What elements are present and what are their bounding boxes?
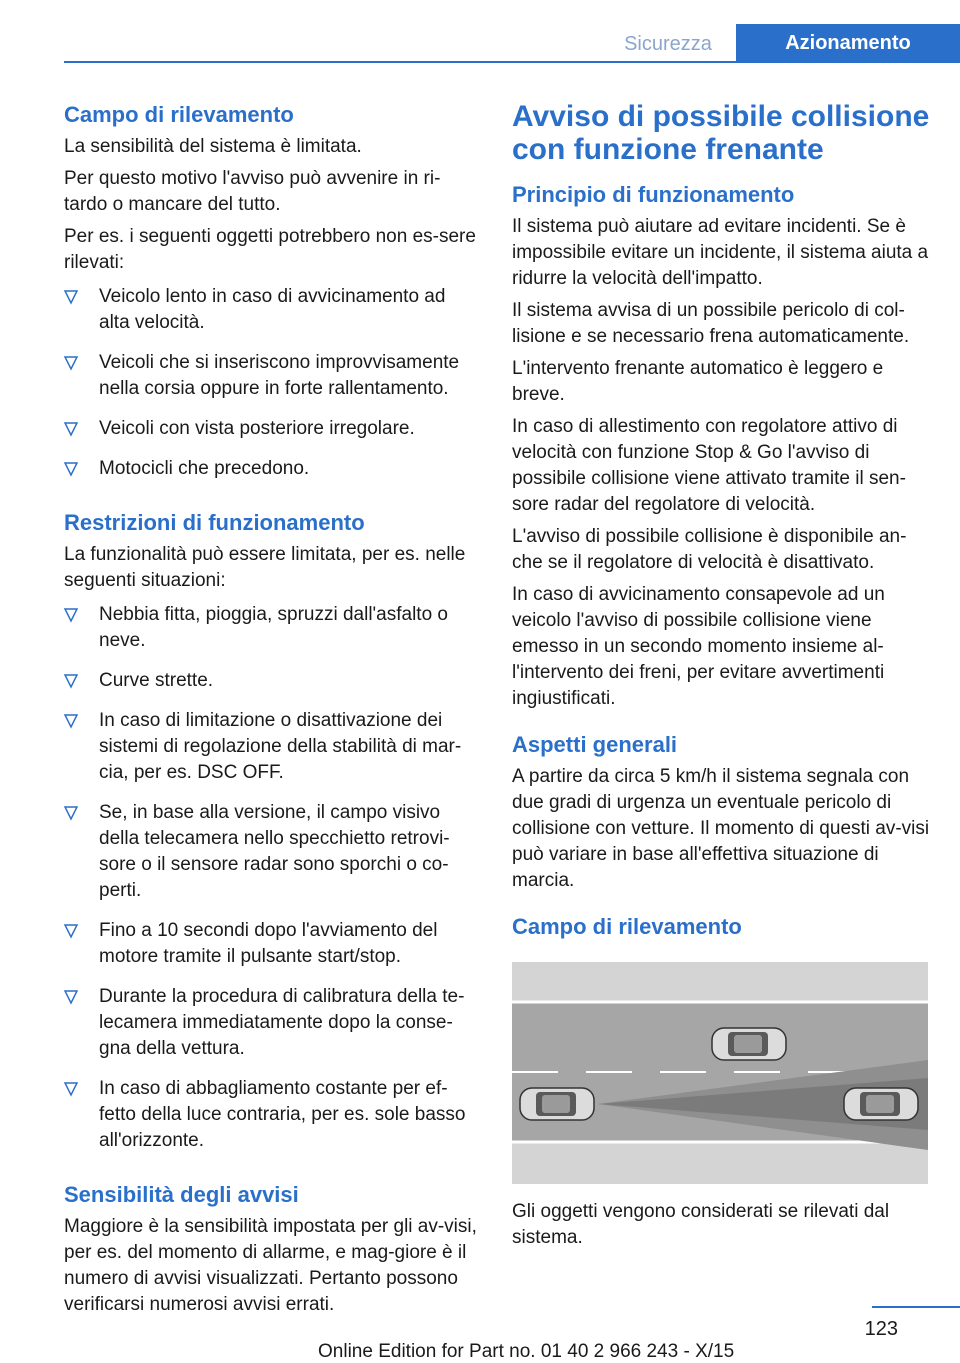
paragraph: La funzionalità può essere limitata, per es. nelle seguenti situazioni:: [64, 544, 466, 591]
heading-sensibilita: Sensibilità degli avvisi: [64, 1182, 299, 1207]
paragraph: Il sistema avvisa di un possibile pericolo di col‐lisione e se necessario frena automaticamente.: [512, 300, 910, 347]
list-item: Veicoli con vista posteriore irregolare.: [64, 416, 480, 442]
list-item: Fino a 10 secondi dopo l'avviamento del motore tramite il pulsante start/stop.: [64, 918, 480, 970]
footer-rule: [872, 1306, 960, 1308]
list-item: In caso di limitazione o disattivazione dei sistemi di regolazione della stabilità di mar‐cia, per es. DSC OFF.: [64, 708, 480, 786]
triangle-bullet-icon: [64, 672, 78, 690]
heading-restrizioni: Restrizioni di funzionamento: [64, 510, 365, 535]
paragraph: Per questo motivo l'avviso può avvenire in ri‐tardo o mancare del tutto.: [64, 168, 441, 215]
paragraph: A partire da circa 5 km/h il sistema segnala con due gradi di urgenza un eventuale pericolo di collisione con vetture. Il momento di questi av‐visi può variare in base all'effettiva situazione di marcia.: [512, 766, 930, 891]
car-ahead-icon: [712, 1028, 786, 1060]
triangle-bullet-icon: [64, 988, 78, 1006]
bullet-list: [64, 602, 480, 1154]
paragraph: Per es. i seguenti oggetti potrebbero non es‐sere rilevati:: [64, 226, 476, 273]
chapter-title: Avviso di possibile collisione con funzione frenante: [512, 100, 930, 166]
own-car-icon: [520, 1088, 594, 1120]
triangle-bullet-icon: [64, 354, 78, 372]
figure-caption: Gli oggetti vengono considerati se rilevati dal sistema.: [512, 1201, 890, 1248]
list-item: In caso di abbagliamento costante per ef‐fetto della luce contraria, per es. sole basso all'orizzonte.: [64, 1076, 480, 1154]
list-item: Veicolo lento in caso di avvicinamento ad alta velocità.: [64, 284, 480, 336]
triangle-bullet-icon: [64, 288, 78, 306]
paragraph: Maggiore è la sensibilità impostata per gli av‐visi, per es. del momento di allarme, e mag‐giore è il numero di avvisi visualizzati. Pertanto possono verificarsi numerosi avvisi errati.: [64, 1216, 477, 1315]
heading-campo-rilevamento: Campo di rilevamento: [64, 102, 294, 127]
heading-principio: Principio di funzionamento: [512, 182, 795, 207]
triangle-bullet-icon: [64, 922, 78, 940]
bullet-list: [64, 284, 480, 482]
detection-range-figure: [512, 962, 928, 1184]
paragraph: La sensibilità del sistema è limitata.: [64, 136, 362, 157]
car-detected-icon: [844, 1088, 918, 1120]
edition-note: Online Edition for Part no. 01 40 2 966 243 - X/15: [318, 1341, 735, 1362]
list-item: Veicoli che si inseriscono improvvisamente nella corsia oppure in forte rallentamento.: [64, 350, 480, 402]
header-section: Sicurezza: [624, 33, 712, 55]
page-number: 123: [864, 1318, 898, 1340]
header-rule: [64, 61, 960, 63]
triangle-bullet-icon: [64, 1080, 78, 1098]
list-item: Curve strette.: [64, 668, 480, 694]
paragraph: L'intervento frenante automatico è leggero e breve.: [512, 358, 884, 405]
paragraph: L'avviso di possibile collisione è disponibile an‐che se il regolatore di velocità è disattivato.: [512, 526, 907, 573]
paragraph: Il sistema può aiutare ad evitare incidenti. Se è impossibile evitare un incidente, il sistema aiuta a ridurre la velocità dell'impatto.: [512, 216, 929, 289]
header-chapter-tab: Azionamento: [736, 24, 960, 63]
triangle-bullet-icon: [64, 420, 78, 438]
heading-aspetti: Aspetti generali: [512, 732, 678, 757]
triangle-bullet-icon: [64, 606, 78, 624]
paragraph: In caso di allestimento con regolatore attivo di velocità con funzione Stop & Go l'avviso di possibile collisione viene attivato tramite il sen‐sore radar del regolatore di velocità.: [512, 416, 906, 515]
left-column: [64, 100, 480, 1324]
triangle-bullet-icon: [64, 460, 78, 478]
heading-campo-rilevamento-2: Campo di rilevamento: [512, 914, 742, 939]
triangle-bullet-icon: [64, 804, 78, 822]
list-item: Durante la procedura di calibratura della te‐lecamera immediatamente dopo la conse‐gna della vettura.: [64, 984, 480, 1062]
paragraph: In caso di avvicinamento consapevole ad un veicolo l'avviso di possibile collisione viene emesso in un secondo momento insieme al‐l'intervento dei freni, per evitare avvertimenti ingiustificati.: [512, 584, 885, 709]
triangle-bullet-icon: [64, 712, 78, 730]
list-item: Motocicli che precedono.: [64, 456, 480, 482]
list-item: Se, in base alla versione, il campo visivo della telecamera nello specchietto retrovi‐sore o il sensore radar sono sporchi o co‐perti.: [64, 800, 480, 904]
right-column: [512, 100, 932, 1257]
list-item: Nebbia fitta, pioggia, spruzzi dall'asfalto o neve.: [64, 602, 480, 654]
